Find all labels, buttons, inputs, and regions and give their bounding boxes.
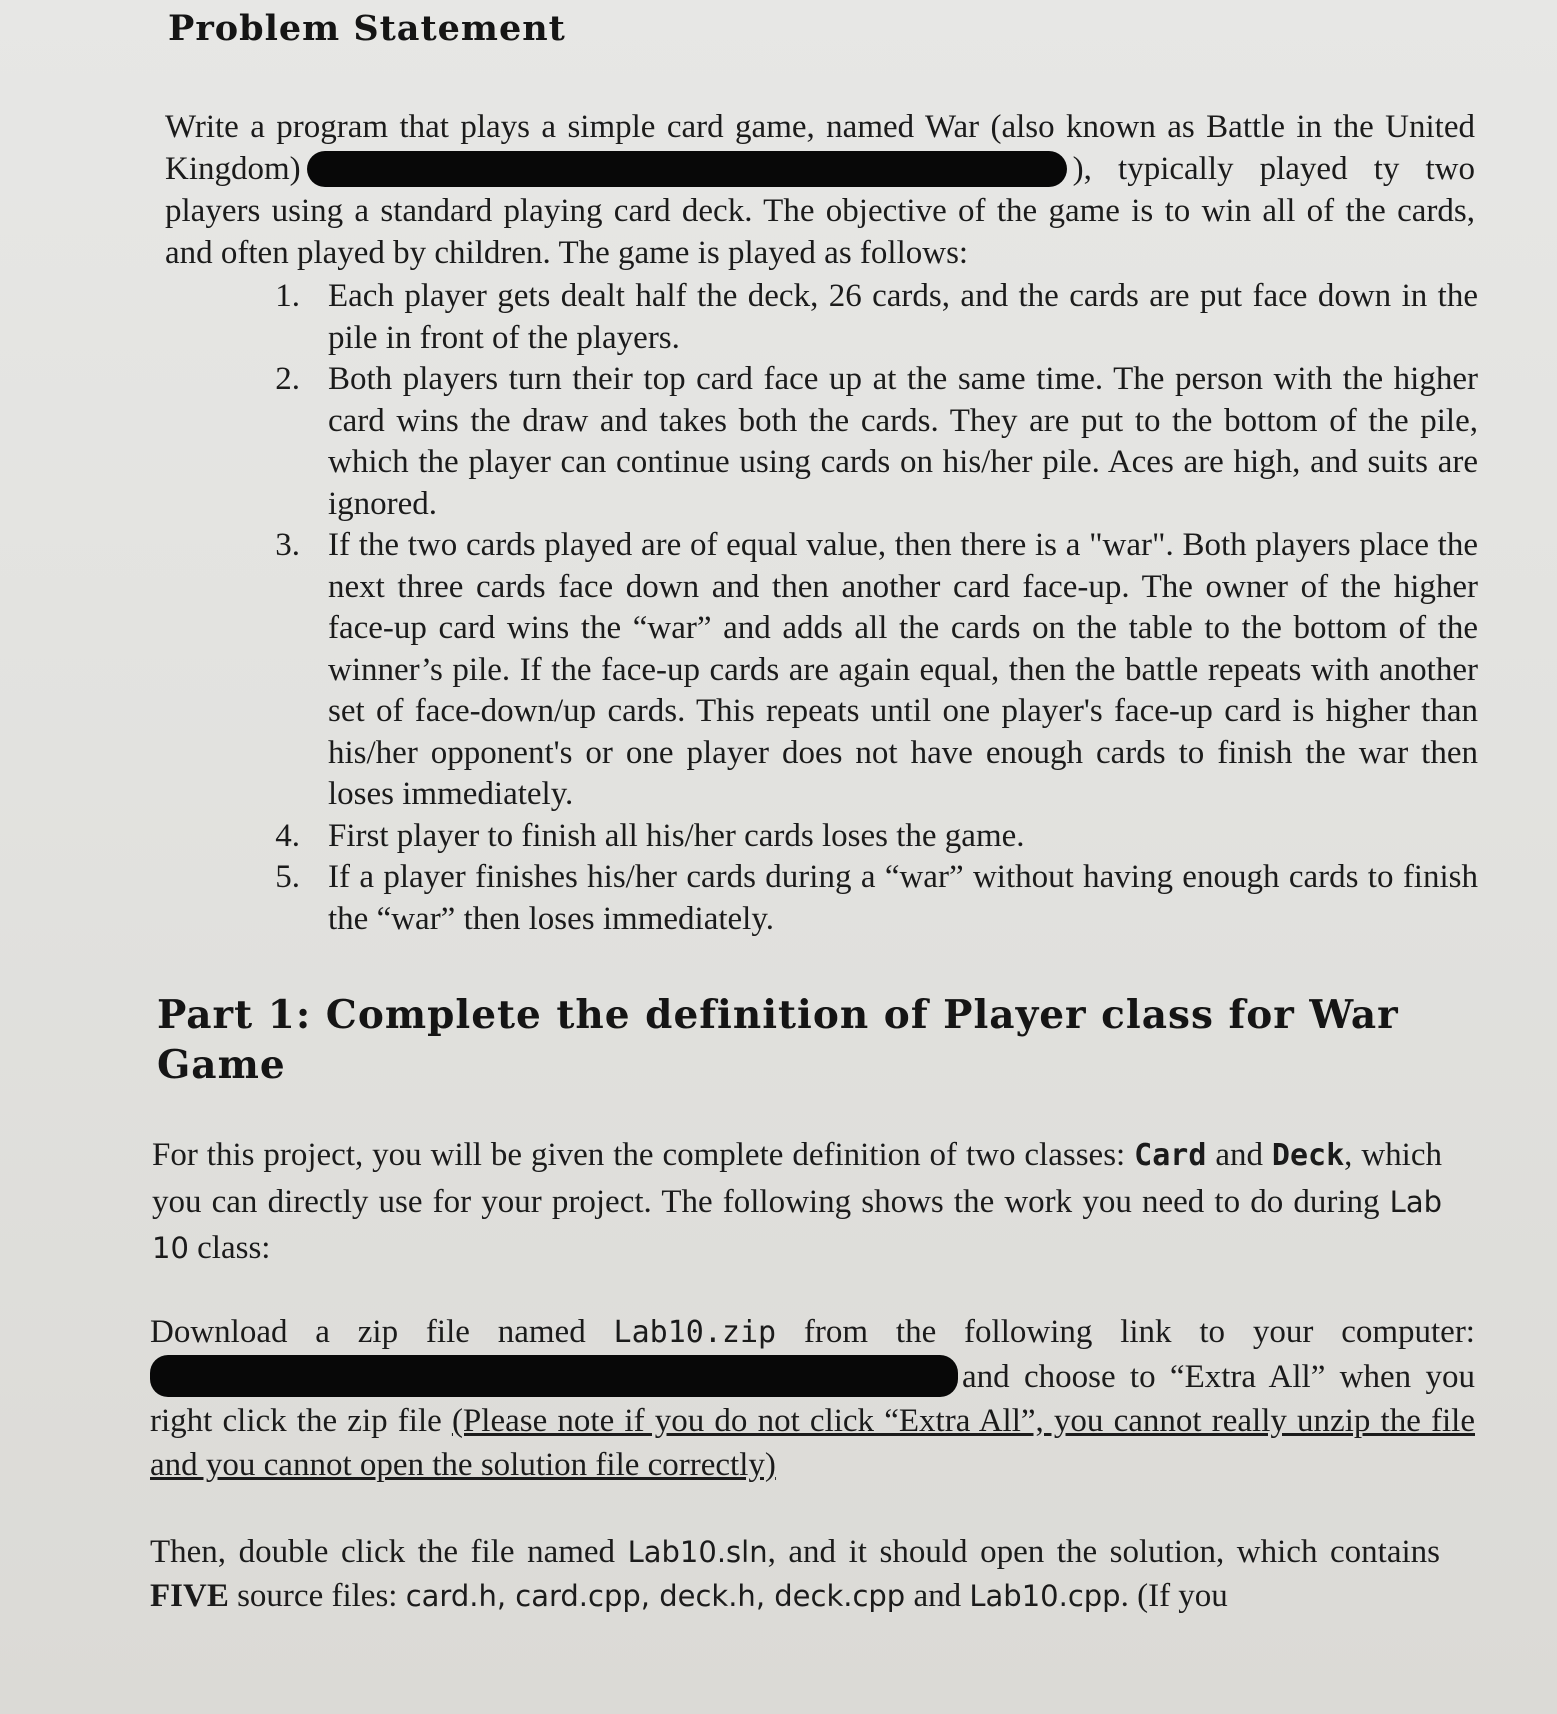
rule-item-2	[260, 359, 1478, 525]
project-text-a: For this project, you will be given the complete definition of two classes:	[152, 1137, 1135, 1173]
source-file-list: card.h, card.cpp, deck.h, deck.cpp	[405, 1579, 906, 1613]
project-text-d: class:	[188, 1230, 271, 1266]
part1-heading: Part 1: Complete the definition of Player class for War Game	[157, 992, 1399, 1088]
rule-number: 1.	[275, 278, 300, 314]
class-card-name: Card	[1134, 1138, 1207, 1173]
rule-item-5	[260, 857, 1478, 940]
intro-paragraph	[165, 106, 1475, 274]
main-file-name: Lab10.cpp	[969, 1579, 1121, 1613]
then-text-b: , and it should open the solution, which contains	[767, 1534, 1440, 1570]
file-count: FIVE	[150, 1578, 229, 1614]
project-text-b: and	[1206, 1137, 1272, 1173]
rule-item-4	[260, 816, 1478, 858]
rule-item-1	[260, 276, 1478, 359]
rule-item-3	[260, 525, 1478, 816]
then-text-d: and	[905, 1578, 970, 1614]
rule-number: 2.	[275, 361, 300, 397]
download-text-b: from the following link to your computer:	[776, 1314, 1475, 1350]
game-rules-list	[260, 276, 1478, 940]
download-text-a: Download a zip file named	[150, 1314, 614, 1350]
rule-text: If a player finishes his/her cards during a “war” without having enough cards to finish the “war” then loses immediately.	[328, 859, 1478, 937]
rule-text: Each player gets dealt half the deck, 26 cards, and the cards are put face down in the pile in front of the players.	[328, 278, 1478, 356]
redaction-bar	[307, 151, 1067, 187]
then-text-a: Then, double click the file named	[150, 1534, 628, 1570]
problem-statement-heading: Problem Statement	[168, 8, 566, 49]
download-text-c: and choose to “Extra All” when you right click the zip file	[150, 1359, 1475, 1439]
rule-text: First player to finish all his/her cards loses the game.	[328, 817, 1025, 854]
extract-note: (Please note if you do not click “Extra All”, you cannot really unzip the file and you cannot open the solution file correctly)	[150, 1403, 1475, 1483]
solution-file-name: Lab10.sln	[627, 1535, 768, 1569]
zip-file-name: Lab10.zip	[613, 1315, 777, 1350]
lab-name: Lab 10	[152, 1185, 1442, 1265]
class-deck-name: Deck	[1271, 1138, 1345, 1173]
rule-text: If the two cards played are of equal value, then there is a "war". Both players place the next three cards face down and then another card face-up. The owner of the higher face-up card wins the “war” and adds all the cards on the table to the bottom of the winner’s pile. If the face-up cards are again equal, then the battle repeats with another set of face-down/up cards. This repeats until one player's face-up card is higher than his/her opponent's or one player does not have enough cards to finish the war then loses immediately.	[328, 527, 1478, 812]
rule-number: 3.	[275, 527, 300, 563]
download-paragraph	[150, 1310, 1475, 1487]
rule-number: 4.	[275, 817, 300, 854]
intro-text-a: Write a program that plays a simple card game, named War (also known as Battle in the United Kingdom)	[165, 109, 1475, 187]
intro-text-b: ), typically played ty two players using a standard playing card deck. The objective of the game is to win all of the cards, and often played by children. The game is played as follows:	[165, 151, 1475, 271]
rule-number: 5.	[275, 859, 300, 895]
project-text-c: , which you can directly use for your project. The following shows the work you need to do during	[152, 1137, 1442, 1220]
then-text-c: source files:	[228, 1578, 406, 1614]
rule-text: Both players turn their top card face up at the same time. The person with the higher card wins the draw and takes both the cards. They are put to the bottom of the pile, which the player can continue using cards on his/her pile. Aces are high, and suits are ignored.	[328, 361, 1478, 522]
project-paragraph	[152, 1132, 1442, 1271]
solution-paragraph	[150, 1530, 1440, 1618]
then-text-e: . (If you	[1120, 1578, 1228, 1614]
redacted-link	[150, 1355, 958, 1397]
